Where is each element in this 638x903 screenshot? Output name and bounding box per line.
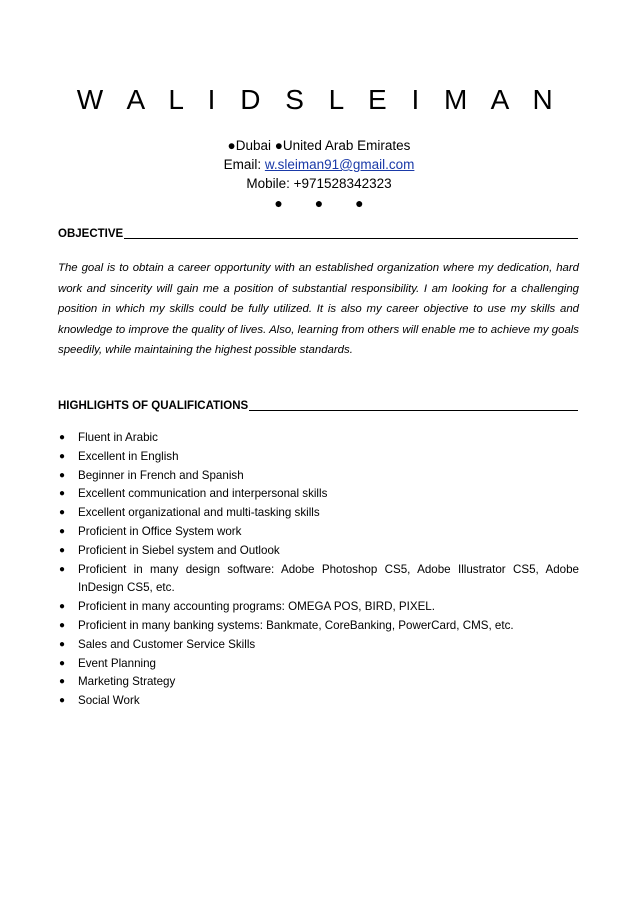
objective-paragraph: The goal is to obtain a career opportunity with an established organization where my dedication, hard work and sincerity will gain me a position of substantial responsibility. I am looking for a challenging position in which my skills could be fully utilized. It is also my career objective to use my skills and knowledge to improve the quality of lives. Also, learning from others will enable me to achieve my goals speedily, while maintaining the highest possible standards. — [58, 262, 579, 357]
list-item: ● Proficient in many design software: Adobe Photoshop CS5, Adobe Illustrator CS5, Adobe InDesign CS5, etc. — [59, 562, 579, 595]
bullet-icon: ● — [59, 657, 66, 669]
list-item: ● Excellent organizational and multi-tasking skills — [58, 504, 579, 523]
list-item: ● Excellent in English — [58, 448, 579, 467]
list-item: ● Excellent communication and interpersonal skills — [58, 485, 579, 504]
list-item: ● Beginner in French and Spanish — [58, 467, 579, 486]
email-link[interactable]: w.sleiman91@gmail.com — [264, 157, 415, 172]
bullet-icon: ● — [59, 525, 66, 537]
candidate-name: W A L I D S L E I M A N — [76, 84, 562, 115]
list-item: ● Proficient in Siebel system and Outlook — [58, 542, 579, 561]
location: ●Dubai ●United Arab Emirates — [227, 138, 411, 153]
dot-1: ● — [274, 195, 283, 211]
list-item: ● Proficient in many accounting programs: OMEGA POS, BIRD, PIXEL. — [58, 598, 579, 617]
bullet-icon: ● — [59, 450, 66, 462]
bullet-icon: ● — [59, 601, 66, 613]
bullet-icon: ● — [59, 695, 66, 707]
dot-3: ● — [355, 195, 364, 211]
list-item: ● Proficient in many banking systems: Bankmate, CoreBanking, PowerCard, CMS, etc. — [58, 617, 579, 636]
bullet-icon: ● — [59, 507, 66, 519]
list-item: ● Marketing Strategy — [58, 673, 579, 692]
list-item: ● Event Planning — [58, 655, 579, 674]
email-label: Email: — [223, 157, 265, 172]
list-item: ● Sales and Customer Service Skills — [58, 636, 579, 655]
bullet-icon: ● — [59, 544, 66, 556]
objective-heading — [58, 226, 578, 242]
list-item: ● Proficient in Office System work — [58, 523, 579, 542]
email-line — [0, 156, 638, 174]
qualifications-heading — [58, 398, 578, 414]
dot-2: ● — [314, 195, 324, 211]
bullet-icon: ● — [59, 432, 66, 443]
bullet-icon: ● — [59, 638, 66, 650]
mobile-number: Mobile: +971528342323 — [246, 176, 392, 191]
qualifications-list — [58, 429, 579, 711]
heading-rule — [249, 398, 578, 411]
bullet-icon: ● — [59, 563, 66, 575]
bullet-icon: ● — [59, 488, 66, 500]
qualifications-heading-text: HIGHLIGHTS OF QUALIFICATIONS — [58, 400, 249, 412]
heading-rule — [124, 226, 578, 239]
decorative-dots — [0, 194, 638, 212]
bullet-icon: ● — [59, 469, 66, 481]
list-item: ● Fluent in Arabic — [58, 429, 579, 448]
list-item: ● Social Work — [58, 692, 579, 711]
bullet-icon: ● — [59, 676, 66, 688]
objective-heading-text: OBJECTIVE — [58, 228, 124, 240]
bullet-icon: ● — [59, 619, 66, 631]
